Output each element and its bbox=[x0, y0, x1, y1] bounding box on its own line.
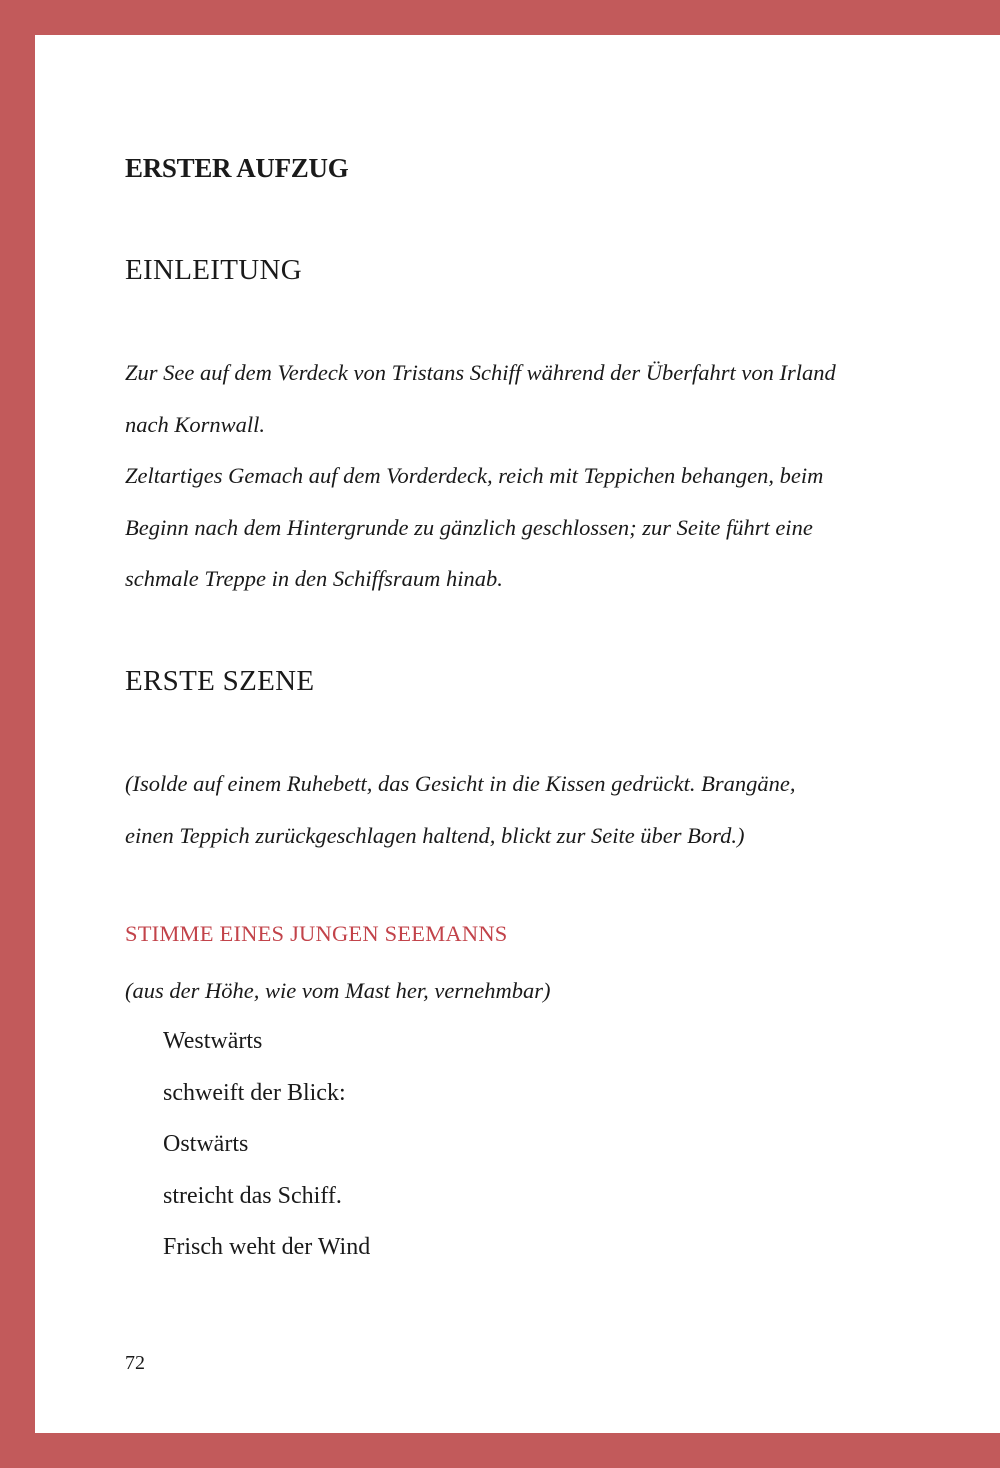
introduction-stage-directions bbox=[125, 347, 836, 605]
speaker-direction: (aus der Höhe, wie vom Mast her, vernehmbar) bbox=[125, 978, 551, 1003]
speaker-name: STIMME EINES JUNGEN SEEMANNS bbox=[125, 921, 508, 946]
verse-line: Frisch weht der Wind bbox=[163, 1234, 371, 1260]
verse-line: streicht das Schiff. bbox=[163, 1182, 342, 1209]
scene-stage-directions bbox=[125, 758, 796, 861]
stage-line: einen Teppich zurückgeschlagen haltend, blickt zur Seite über Bord.) bbox=[125, 822, 745, 848]
verse-line: Westwärts bbox=[163, 1028, 263, 1054]
verse-line: schweift der Blick: bbox=[163, 1079, 346, 1106]
act-title: ERSTER AUFZUG bbox=[125, 153, 349, 183]
verse-lines bbox=[163, 1016, 370, 1274]
page-number: 72 bbox=[125, 1352, 145, 1374]
stage-line: Zur See auf dem Verdeck von Tristans Schiff während der Überfahrt von Irland bbox=[125, 360, 836, 385]
scene-title: ERSTE SZENE bbox=[125, 665, 315, 697]
stage-line: Zeltartiges Gemach auf dem Vorderdeck, reich mit Teppichen behangen, beim bbox=[125, 463, 824, 488]
stage-line: schmale Treppe in den Schiffsraum hinab. bbox=[125, 566, 503, 591]
stage-line: (Isolde auf einem Ruhebett, das Gesicht in die Kissen gedrückt. Brangäne, bbox=[125, 771, 796, 796]
introduction-title: EINLEITUNG bbox=[125, 254, 302, 286]
stage-line: nach Kornwall. bbox=[125, 411, 266, 437]
verse-line: Ostwärts bbox=[163, 1131, 249, 1157]
stage-line: Beginn nach dem Hintergrunde zu gänzlich geschlossen; zur Seite führt eine bbox=[125, 514, 813, 540]
book-page bbox=[35, 35, 1000, 1433]
